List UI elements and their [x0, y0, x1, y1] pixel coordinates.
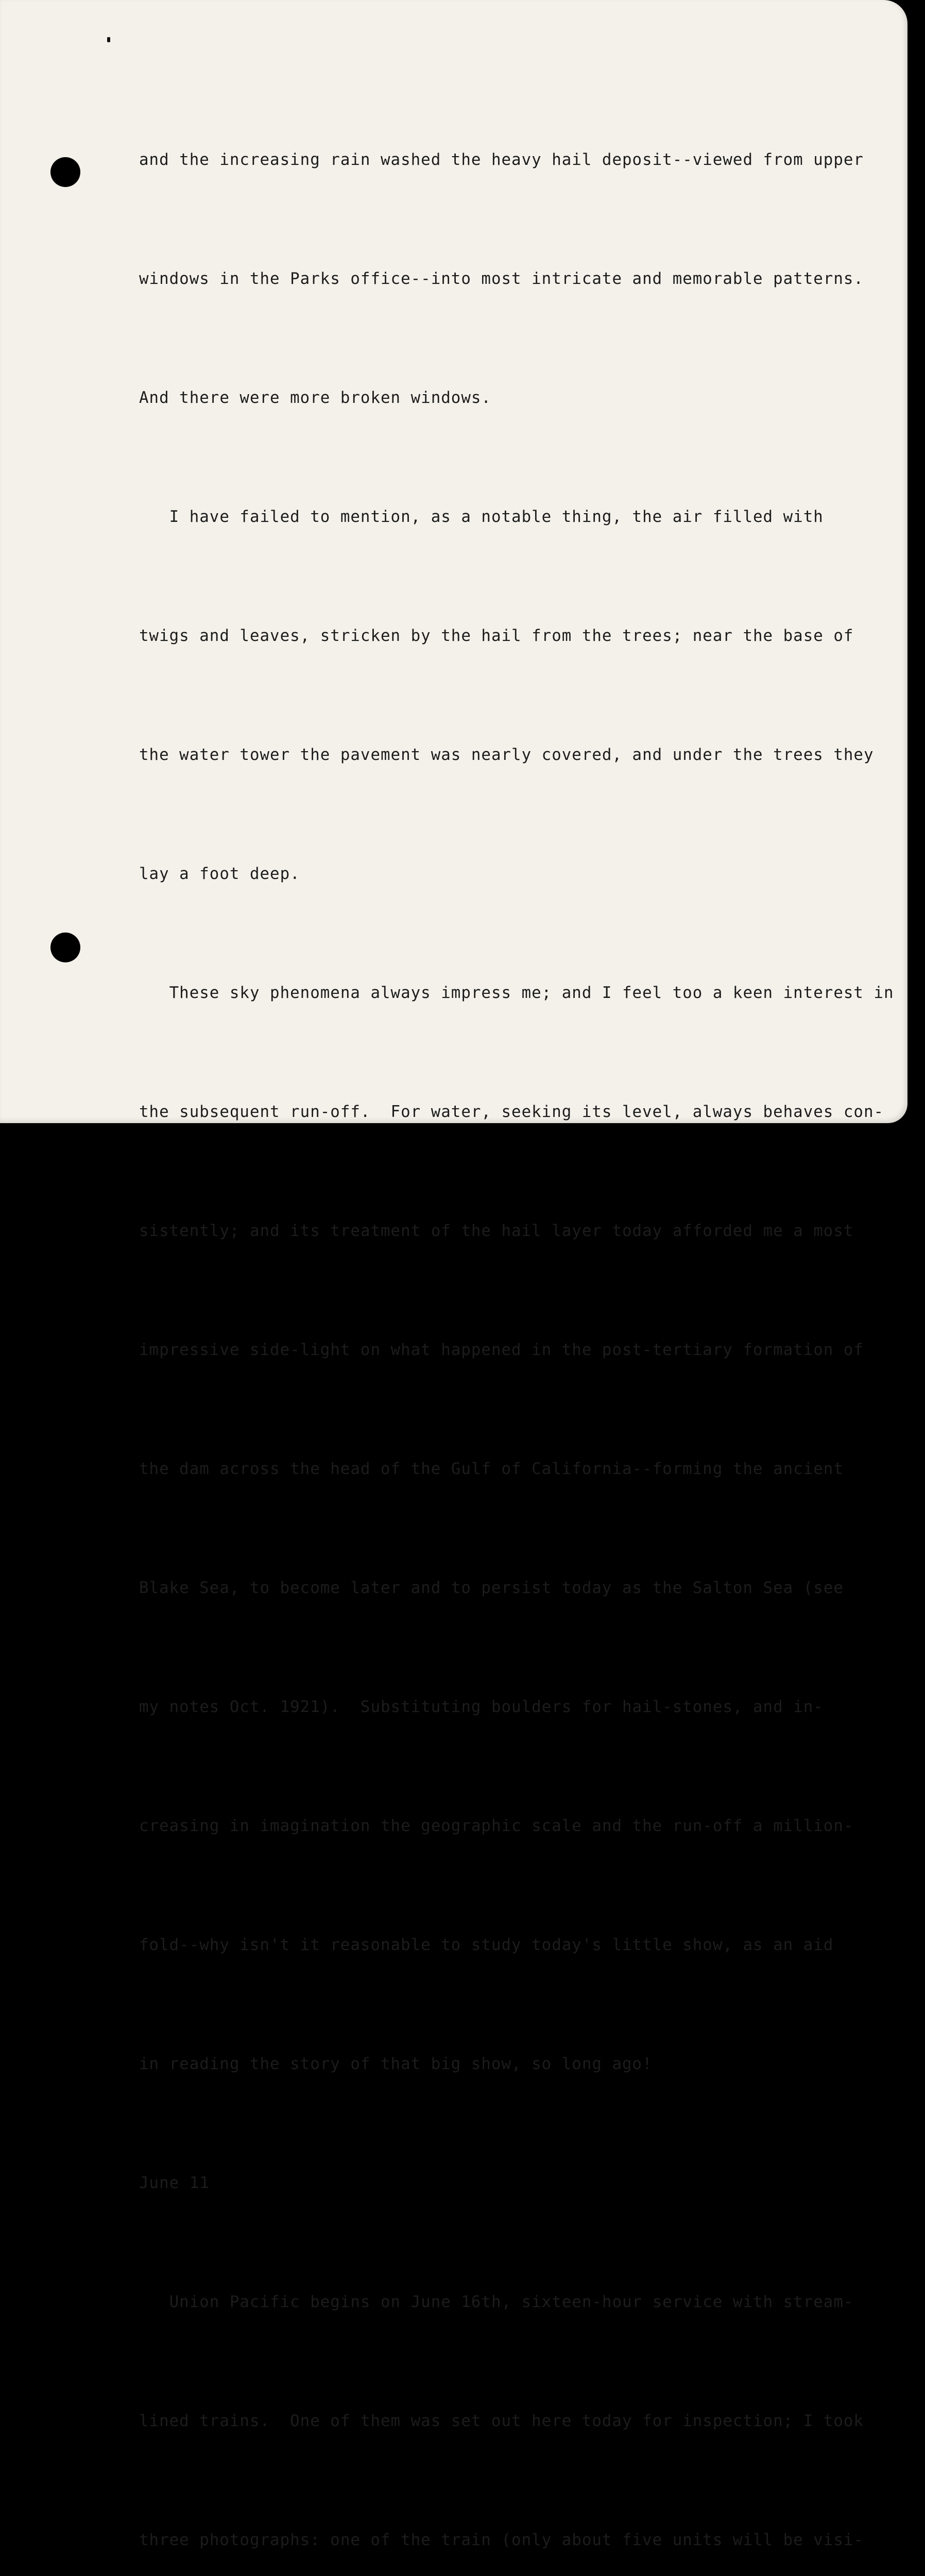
text-line: the subsequent run-off. For water, seeking its level, always behaves con-: [139, 1103, 884, 1121]
text-line: fold--why isn't it reasonable to study today's little show, as an aid: [139, 1936, 834, 1954]
text-line: impressive side-light on what happened in the post-tertiary formation of: [139, 1341, 864, 1359]
text-line: windows in the Parks office--into most intricate and memorable patterns.: [139, 269, 864, 288]
text-line: And there were more broken windows.: [139, 388, 491, 407]
punch-hole-top: [50, 157, 80, 187]
text-line: sistently; and its treatment of the hail layer today afforded me a most: [139, 1222, 854, 1240]
text-line: my notes Oct. 1921). Substituting boulders for hail-stones, and in-: [139, 1698, 824, 1716]
ink-speck: [107, 37, 110, 42]
text-line: These sky phenomena always impress me; and I feel too a keen interest in: [139, 984, 894, 1002]
typed-text-body: [139, 61, 896, 2576]
text-line: twigs and leaves, stricken by the hail from the trees; near the base of: [139, 626, 854, 645]
text-line: I have failed to mention, as a notable thing, the air filled with: [139, 507, 824, 526]
punch-hole-bottom: [50, 933, 80, 962]
text-line: and the increasing rain washed the heavy hail deposit--viewed from upper: [139, 150, 864, 169]
text-line: creasing in imagination the geographic scale and the run-off a million-: [139, 1817, 854, 1835]
text-line: the dam across the head of the Gulf of California--forming the ancient: [139, 1460, 844, 1478]
text-line: lined trains. One of them was set out here today for inspection; I took: [139, 2412, 864, 2430]
text-line: Union Pacific begins on June 16th, sixteen-hour service with stream-: [139, 2293, 854, 2311]
date-heading: June 11: [139, 2174, 210, 2192]
text-line: in reading the story of that big show, so long ago!: [139, 2055, 653, 2073]
text-line: lay a foot deep.: [139, 865, 300, 883]
text-line: three photographs: one of the train (only about five units will be visi-: [139, 2531, 864, 2549]
text-line: the water tower the pavement was nearly covered, and under the trees they: [139, 745, 874, 764]
text-line: Blake Sea, to become later and to persist today as the Salton Sea (see: [139, 1579, 844, 1597]
